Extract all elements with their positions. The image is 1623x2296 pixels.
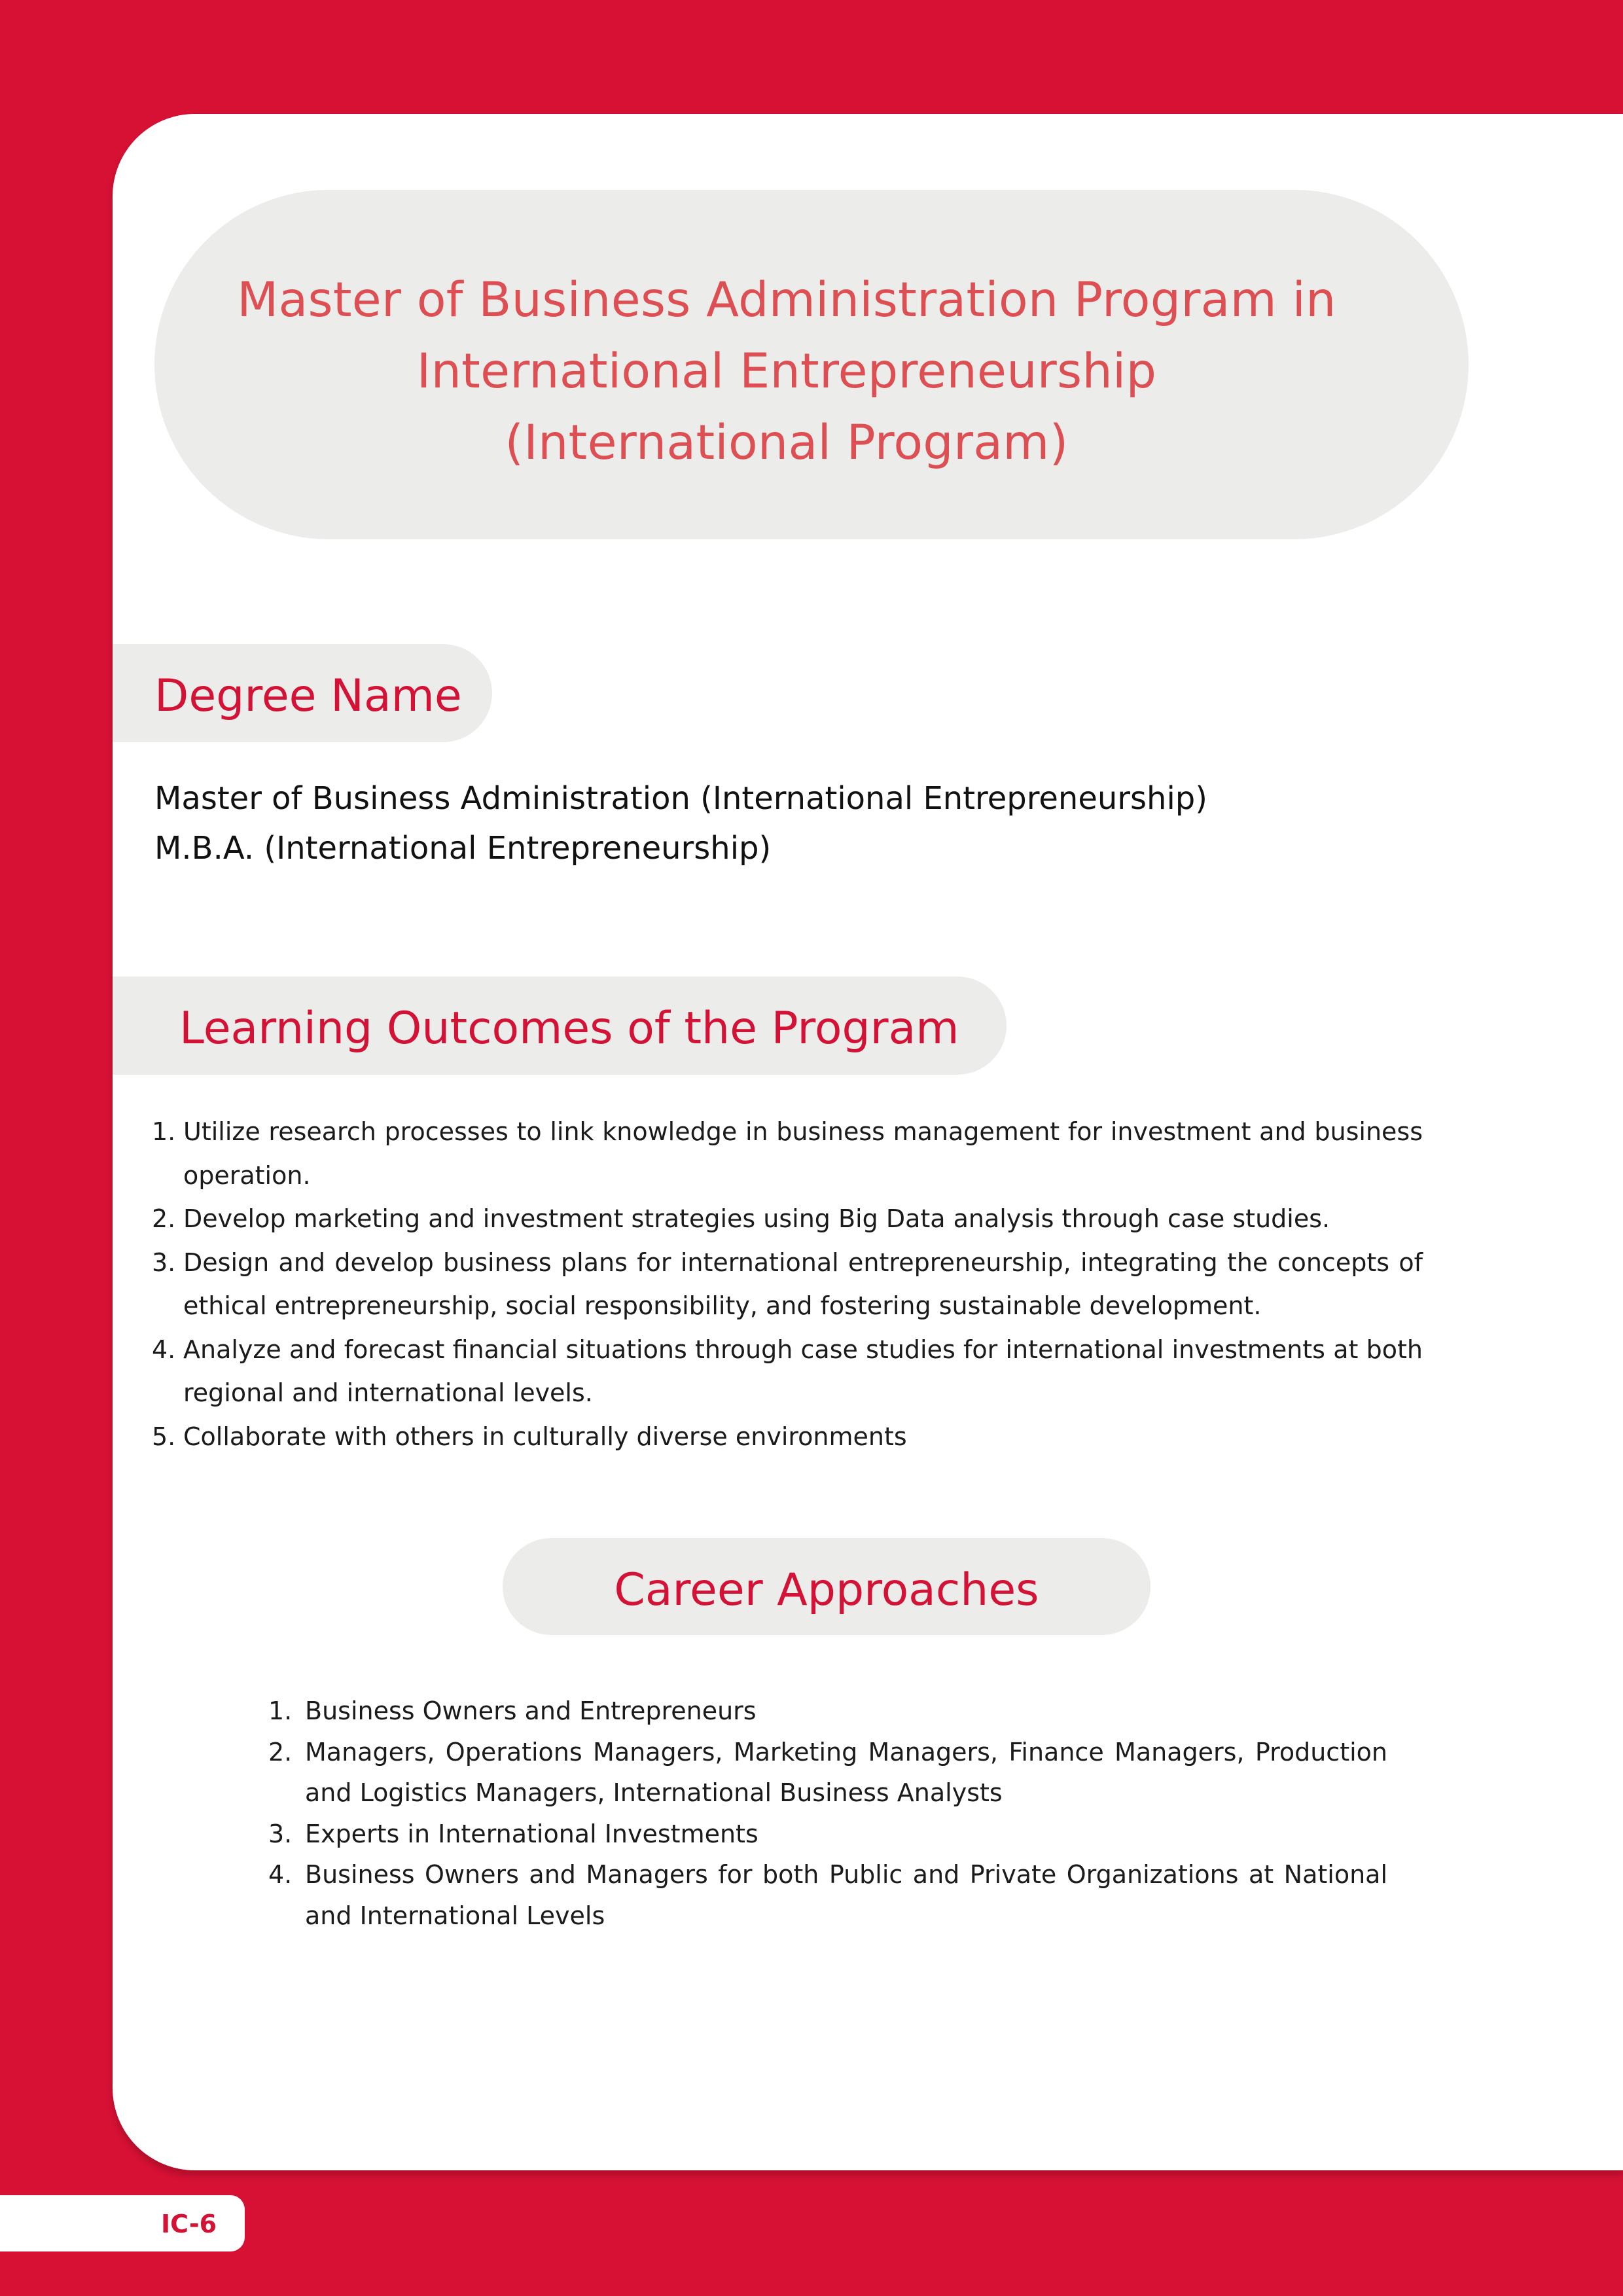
degree-heading: Degree Name [154,670,462,722]
outcome-text: Design and develop business plans for international entrepreneurship, integrating the concepts of ethical entrepreneurship, social responsibility, and fostering sustainable development. [183,1247,1423,1320]
outcome-number: 5. [152,1422,176,1451]
degree-names [154,774,1207,873]
career-number: 3. [268,1819,293,1848]
outcome-item [152,1415,1423,1459]
outcome-text: Develop marketing and investment strategies using Big Data analysis through case studies. [183,1204,1330,1233]
career-list [268,1691,1387,1936]
career-item [268,1691,1387,1732]
outcomes-list [152,1110,1423,1458]
career-number: 4. [268,1860,293,1889]
career-number: 2. [268,1737,293,1767]
career-text: Business Owners and Managers for both Public and Private Organizations at National and International Levels [305,1860,1387,1930]
outcome-number: 4. [152,1335,176,1364]
outcomes-heading: Learning Outcomes of the Program [179,1003,959,1054]
outcome-item [152,1197,1423,1241]
outcome-text: Analyze and forecast financial situations through case studies for international investments at both regional and international levels. [183,1335,1423,1407]
program-title [154,264,1419,478]
page-number: IC-6 [161,2210,217,2238]
program-title-line-2: International Entrepreneurship [416,344,1157,399]
career-text: Experts in International Investments [305,1819,758,1848]
career-item [268,1732,1387,1814]
outcome-number: 3. [152,1247,176,1277]
career-heading: Career Approaches [614,1564,1039,1616]
degree-full-name: Master of Business Administration (International Entrepreneurship) [154,780,1207,817]
outcome-number: 1. [152,1117,176,1146]
outcome-number: 2. [152,1204,176,1233]
career-text: Business Owners and Entrepreneurs [305,1696,757,1725]
degree-abbreviation: M.B.A. (International Entrepreneurship) [154,830,772,867]
outcome-item [152,1328,1423,1415]
career-text: Managers, Operations Managers, Marketing Managers, Finance Managers, Production and Logistics Managers, International Business Analysts [305,1737,1387,1807]
program-title-line-1: Master of Business Administration Program in [237,272,1336,328]
career-item [268,1814,1387,1855]
career-number: 1. [268,1696,293,1725]
outcome-text: Collaborate with others in culturally diverse environments [183,1422,907,1451]
outcome-text: Utilize research processes to link knowledge in business management for investment and business operation. [183,1117,1423,1190]
outcome-item [152,1110,1423,1197]
career-item [268,1854,1387,1936]
program-title-line-3: (International Program) [505,415,1069,471]
outcome-item [152,1241,1423,1328]
